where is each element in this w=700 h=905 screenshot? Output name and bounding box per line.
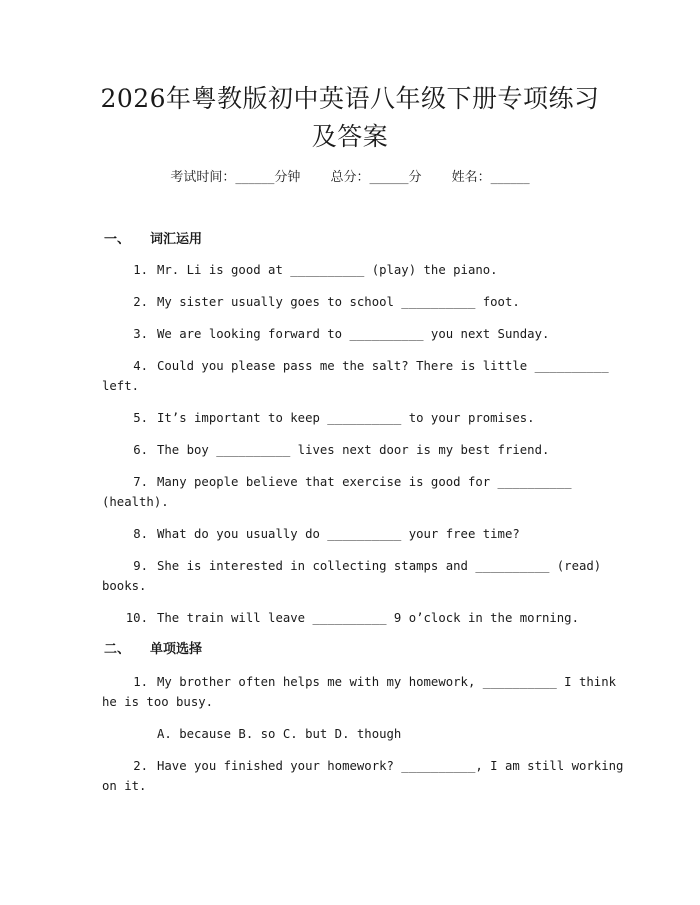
question-item bbox=[122, 672, 616, 692]
page-title-continued: 及答案 bbox=[311, 122, 389, 151]
question-number: 7. bbox=[133, 475, 148, 489]
question-item bbox=[122, 556, 601, 576]
question-text: Have you finished your homework? __________, I am still working bbox=[157, 759, 624, 773]
question-number: 2. bbox=[133, 759, 148, 773]
question-text: The train will leave __________ 9 o’clock in the morning. bbox=[157, 611, 579, 625]
question-number: 1. bbox=[133, 263, 148, 277]
question-number: 10. bbox=[125, 611, 148, 625]
question-item bbox=[122, 260, 498, 280]
question-item bbox=[122, 608, 579, 628]
section-heading-multiple-choice bbox=[104, 640, 202, 660]
question-item bbox=[122, 524, 520, 544]
question-number: 3. bbox=[133, 327, 148, 341]
question-number: 8. bbox=[133, 527, 148, 541]
section-number: 二、 bbox=[104, 642, 131, 657]
answer-options: A. because B. so C. but D. though bbox=[157, 727, 402, 741]
name-field: 姓名：______ bbox=[451, 170, 530, 185]
question-text: My brother often helps me with my homework, __________ I think bbox=[157, 675, 617, 689]
question-item bbox=[122, 472, 572, 492]
section-number: 一、 bbox=[104, 232, 131, 247]
question-item bbox=[122, 408, 535, 428]
question-text: Mr. Li is good at __________ (play) the piano. bbox=[157, 263, 498, 277]
question-text: What do you usually do __________ your free time? bbox=[157, 527, 520, 541]
question-text: It’s important to keep __________ to your promises. bbox=[157, 411, 535, 425]
exam-time-field: 考试时间：______分钟 bbox=[170, 170, 301, 185]
question-text-continued: (health). bbox=[102, 495, 169, 509]
question-text-continued: left. bbox=[102, 379, 140, 393]
section-heading-vocabulary bbox=[104, 230, 202, 250]
exam-info bbox=[0, 168, 700, 188]
question-number: 9. bbox=[133, 559, 148, 573]
page-title: 2026年粤教版初中英语八年级下册专项练习 bbox=[100, 84, 600, 113]
question-number: 4. bbox=[133, 359, 148, 373]
question-number: 1. bbox=[133, 675, 148, 689]
section-title: 单项选择 bbox=[150, 642, 203, 657]
total-score-field: 总分：______分 bbox=[330, 170, 422, 185]
question-text-continued: books. bbox=[102, 579, 147, 593]
question-text: Many people believe that exercise is good for __________ bbox=[157, 475, 572, 489]
question-number: 6. bbox=[133, 443, 148, 457]
section-title: 词汇运用 bbox=[150, 232, 203, 247]
question-item bbox=[122, 440, 549, 460]
question-item bbox=[122, 324, 549, 344]
question-text-continued: on it. bbox=[102, 779, 147, 793]
question-item bbox=[122, 292, 520, 312]
question-text: She is interested in collecting stamps and __________ (read) bbox=[157, 559, 602, 573]
question-text: Could you please pass me the salt? There is little __________ bbox=[157, 359, 609, 373]
question-text-continued: he is too busy. bbox=[102, 695, 214, 709]
question-text: My sister usually goes to school __________ foot. bbox=[157, 295, 520, 309]
question-item bbox=[122, 756, 623, 776]
question-item bbox=[122, 356, 609, 376]
question-text: We are looking forward to __________ you next Sunday. bbox=[157, 327, 550, 341]
question-text: The boy __________ lives next door is my best friend. bbox=[157, 443, 550, 457]
question-number: 5. bbox=[133, 411, 148, 425]
question-number: 2. bbox=[133, 295, 148, 309]
